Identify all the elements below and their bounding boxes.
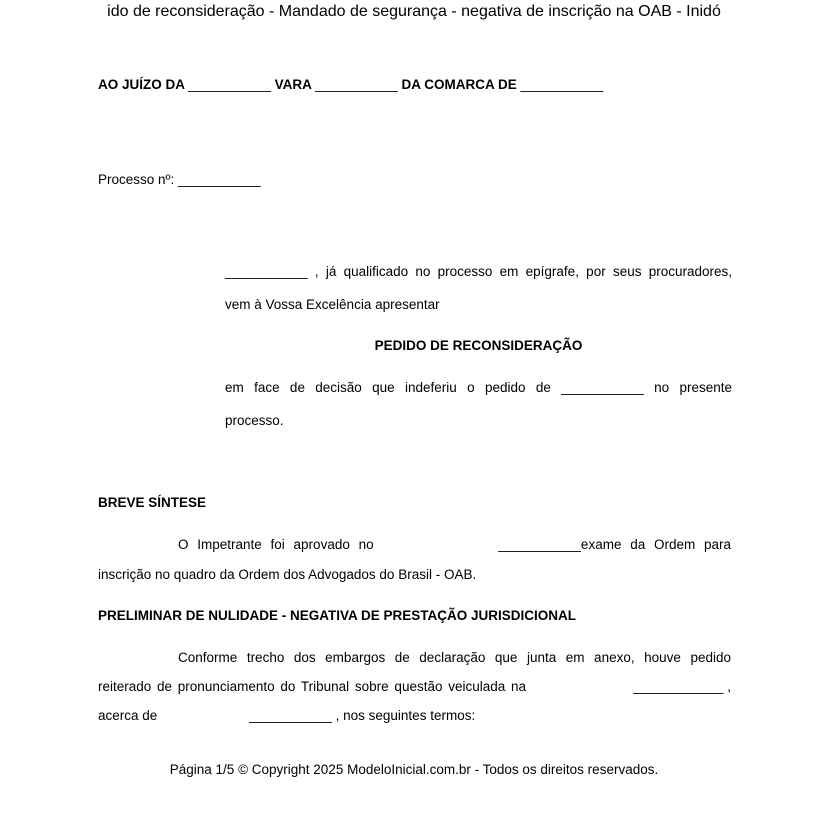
intro-line-1: ___________ , já qualificado no processo em epígrafe, por seus procuradores, [225,264,732,279]
case-number-label: Processo nº: [98,172,175,187]
preliminar-line-2 [98,672,731,701]
vara-number-blank: ___________ [188,77,271,92]
em-face-line-1: em face de decisão que indeferiu o pedido de ___________ no presente [225,380,732,395]
sintese-line-1-left: O Impetrante foi aprovado no [178,537,374,552]
case-number-line [98,170,498,190]
em-face-line-2: processo. [225,413,284,428]
sintese-line-1 [98,530,731,560]
intro-paragraph [225,255,732,321]
preliminar-line-3-right: ___________ , nos seguintes termos: [249,708,476,723]
preliminar-line-3-left: acerca de [98,708,158,723]
addressing-part-2: VARA [274,77,312,92]
preliminar-paragraph [98,643,731,730]
preliminar-line-3 [98,701,731,730]
vara-name-blank: ___________ [315,77,398,92]
sintese-line-2: inscrição no quadro da Ordem dos Advogados do Brasil - OAB. [98,567,477,582]
sintese-line-1-right: ___________exame da Ordem para [498,537,731,552]
em-face-paragraph [225,371,732,437]
addressing-part-3: DA COMARCA DE [401,77,517,92]
intro-line-2: vem à Vossa Excelência apresentar [225,297,440,312]
case-number-blank: ___________ [177,172,261,187]
preliminar-line-2-blank: ____________ , [633,679,731,694]
addressing-line [98,75,732,95]
document-title: ido de reconsideração - Mandado de segurança - negativa de inscrição na OAB - Inidó [107,3,721,20]
preliminar-heading: PRELIMINAR DE NULIDADE - NEGATIVA DE PRESTAÇÃO JURISDICIONAL [98,608,577,623]
addressing-part-1: AO JUÍZO DA [98,77,185,92]
preliminar-line-1: Conforme trecho dos embargos de declaração que junta em anexo, houve pedido [178,650,731,665]
comarca-blank: ___________ [520,77,604,92]
sintese-paragraph [98,530,731,590]
page-footer: Página 1/5 © Copyright 2025 ModeloInicial.com.br - Todos os direitos reservados. [169,762,659,777]
pedido-heading: PEDIDO DE RECONSIDERAÇÃO [374,338,583,353]
breve-sintese-heading: BREVE SÍNTESE [98,495,207,510]
preliminar-line-2-left: reiterado de pronunciamento do Tribunal sobre questão veiculada na [98,679,527,694]
